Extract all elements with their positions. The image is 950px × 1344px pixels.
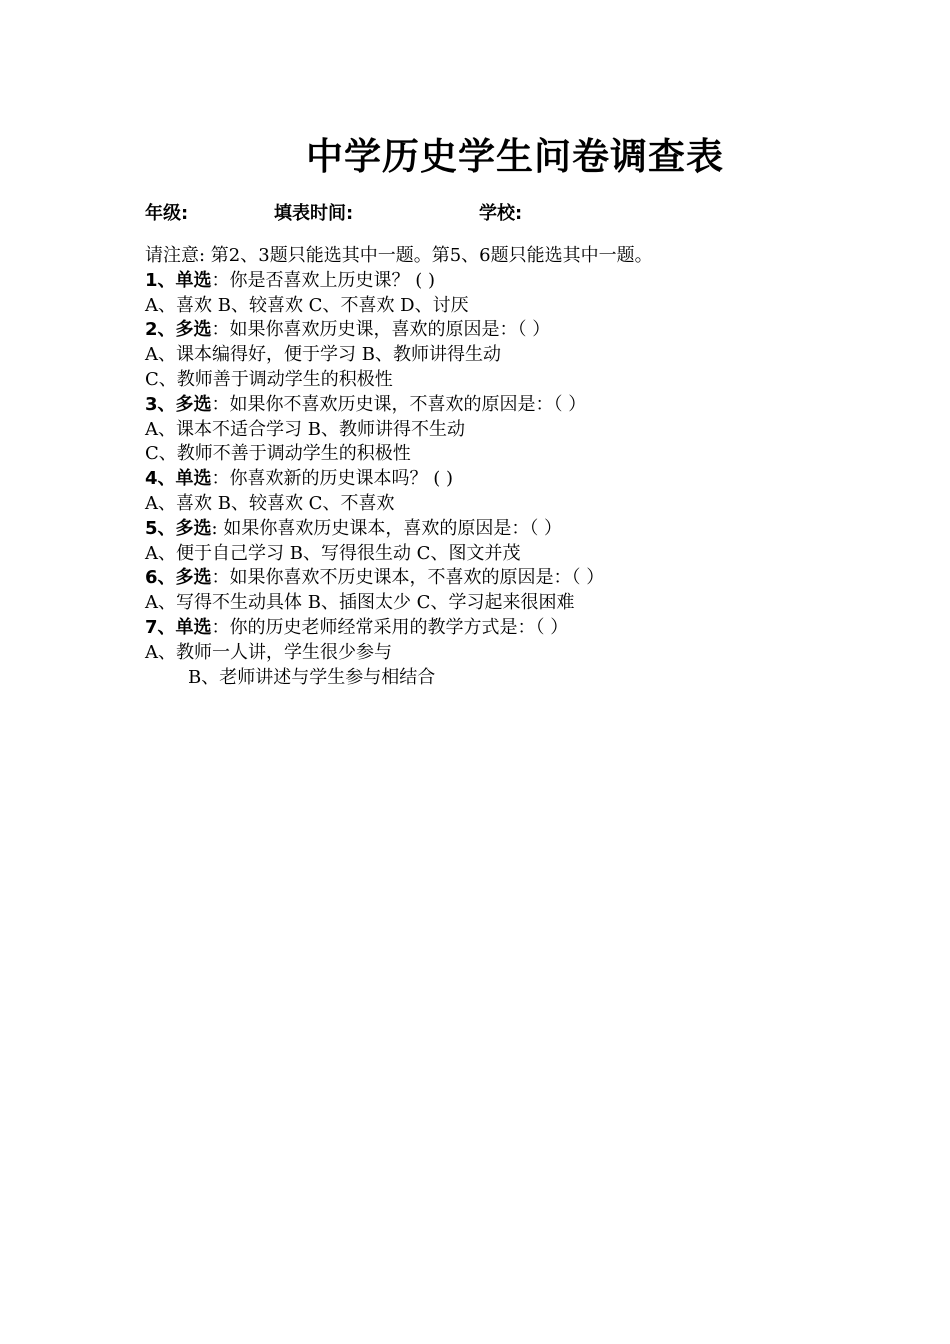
question-sep: : — [211, 517, 224, 539]
question-number: 1、 — [145, 269, 176, 291]
question-type: 多选 — [175, 393, 212, 415]
question-number: 2、 — [145, 319, 176, 341]
question-1 — [145, 269, 925, 294]
question-4 — [145, 467, 925, 492]
question-6 — [145, 566, 925, 591]
question-text: 你的历史老师经常采用的教学方式是：（ ） — [229, 616, 569, 638]
question-3-options-c: C、教师不善于调动学生的积极性 — [145, 443, 411, 465]
question-2 — [145, 318, 925, 343]
question-7 — [145, 616, 925, 641]
question-3 — [145, 393, 925, 418]
question-type: 多选 — [175, 567, 212, 589]
question-type: 单选 — [175, 269, 212, 291]
question-3-options-ab: A、课本不适合学习 B、教师讲得不生动 — [145, 418, 465, 440]
date-label: 填表时间: — [274, 203, 354, 224]
question-number: 3、 — [145, 393, 176, 415]
question-number: 4、 — [145, 468, 176, 490]
question-sep: ： — [211, 616, 230, 638]
question-7-option-b: B、老师讲述与学生参与相结合 — [188, 666, 436, 688]
question-text: 如果你喜欢历史课本，喜欢的原因是：（ ） — [223, 517, 563, 539]
question-text: 如果你喜欢不历史课本，不喜欢的原因是：（ ） — [229, 567, 605, 589]
question-5-options: A、便于自己学习 B、写得很生动 C、图文并茂 — [145, 542, 521, 564]
questionnaire — [145, 244, 925, 690]
question-type: 多选 — [175, 517, 212, 539]
question-2-options-c: C、教师善于调动学生的积极性 — [145, 368, 393, 390]
question-text: 如果你不喜欢历史课，不喜欢的原因是：（ ） — [229, 393, 587, 415]
notice: 请注意: 第2、3题只能选其中一题。第5、6题只能选其中一题。 — [145, 245, 653, 266]
question-sep: ： — [211, 567, 230, 589]
question-text: 你是否喜欢上历史课？ ( ) — [229, 269, 436, 291]
question-sep: ： — [211, 319, 230, 341]
question-text: 你喜欢新的历史课本吗？ ( ) — [229, 468, 454, 490]
question-2-options-ab: A、课本编得好，便于学习 B、教师讲得生动 — [145, 344, 501, 366]
question-number: 6、 — [145, 567, 176, 589]
question-type: 单选 — [175, 616, 212, 638]
question-sep: ： — [211, 393, 230, 415]
question-number: 7、 — [145, 616, 176, 638]
page-title: 中学历史学生问卷调查表 — [306, 135, 724, 178]
question-sep: ： — [211, 468, 230, 490]
question-1-options: A、喜欢 B、较喜欢 C、不喜欢 D、讨厌 — [145, 294, 469, 316]
question-type: 单选 — [175, 468, 212, 490]
question-4-options: A、喜欢 B、较喜欢 C、不喜欢 — [145, 492, 395, 514]
question-type: 多选 — [175, 319, 212, 341]
question-text: 如果你喜欢历史课，喜欢的原因是：（ ） — [229, 319, 551, 341]
grade-label: 年级: — [145, 203, 189, 224]
school-label: 学校: — [479, 203, 523, 224]
question-6-options: A、写得不生动具体 B、插图太少 C、学习起来很困难 — [145, 592, 575, 614]
question-number: 5、 — [145, 517, 176, 539]
question-sep: ： — [211, 269, 230, 291]
question-7-option-a: A、教师一人讲，学生很少参与 — [145, 641, 392, 663]
question-5 — [145, 517, 925, 542]
